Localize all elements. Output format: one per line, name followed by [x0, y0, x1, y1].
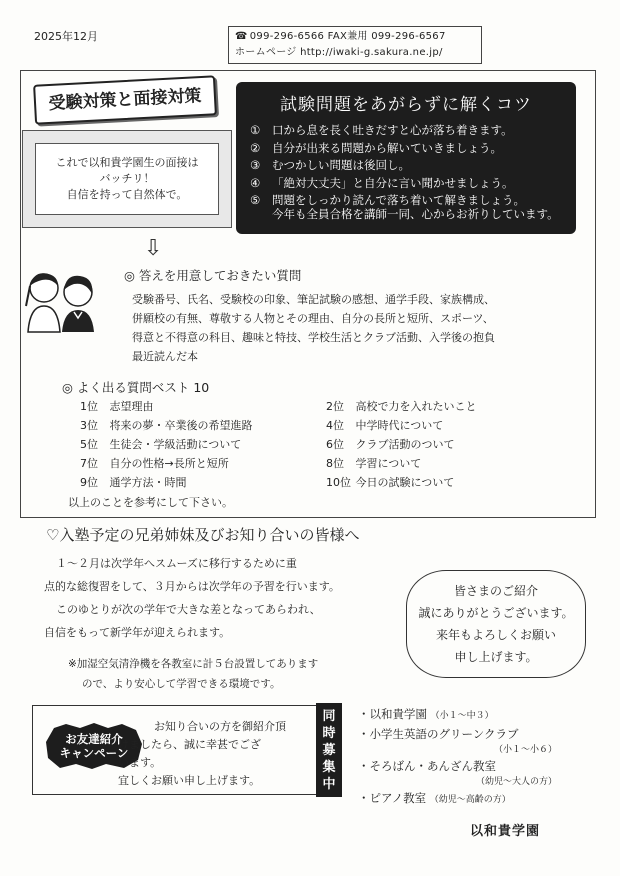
campaign-text — [118, 718, 314, 790]
thanks-bubble — [406, 570, 586, 678]
best10-item — [326, 398, 477, 414]
best10-rank: 8位 — [326, 457, 344, 470]
class-name: ・そろばん・あんざん教室 — [358, 759, 496, 773]
questions-line: 併願校の有無、尊敬する人物とその理由、自分の長所と短所、スポーツ、 — [132, 312, 494, 325]
siblings-line: １～２月は次学年へスムーズに移行するために重 — [56, 557, 297, 570]
questions-heading: ◎ 答えを用意しておきたい質問 — [124, 268, 302, 283]
best10-rank: 7位 — [80, 457, 98, 470]
interview-note-line: バッチリ！ — [99, 172, 155, 185]
interview-note-line: 自信を持って自然体で。 — [66, 188, 188, 201]
best10-rank: 10位 — [326, 476, 351, 489]
campaign-line: けましたら、誠に幸甚でござ — [118, 738, 261, 751]
siblings-line: 自信をもって新学年が迎えられます。 — [44, 626, 231, 639]
siblings-body — [44, 552, 384, 644]
tip-number: ② — [250, 140, 261, 155]
questions-line: 受験番号、氏名、受験校の印象、筆記試験の感想、通学手段、家族構成、 — [132, 293, 495, 306]
students-illustration-icon — [22, 266, 104, 334]
tip-text: 口から息を長く吐きだすと心が落ち着きます。 — [272, 123, 513, 137]
tip-item — [250, 122, 525, 140]
best10-text: クラブ活動のついて — [355, 438, 455, 451]
campaign-line: います。 — [118, 756, 162, 769]
down-arrow-icon: ⇩ — [144, 236, 163, 261]
tip-item — [250, 175, 525, 193]
tips-list — [250, 122, 525, 210]
best10-text: 今日の試験について — [355, 476, 455, 489]
best10-text: 志望理由 — [109, 400, 154, 413]
homepage-line: ホームページ http://iwaki-g.sakura.ne.jp/ — [235, 47, 443, 58]
best10-rank: 4位 — [326, 419, 344, 432]
best10-text: 中学時代について — [355, 419, 444, 432]
contact-box — [228, 26, 482, 64]
recruiting-char: 中 — [322, 776, 336, 792]
thanks-line: 申し上げます。 — [454, 650, 538, 664]
phone-text: 099-296-6566 FAX兼用 099-296-6567 — [249, 31, 446, 42]
recruiting-char: 集 — [322, 759, 336, 775]
purifier-note-line: ※加湿空気清浄機を各教室に計５台設置してあります — [68, 658, 319, 670]
tip-text: 「絶対大丈夫」と自分に言い聞かせましょう。 — [272, 175, 514, 190]
badge-line: お友達紹介 — [65, 732, 123, 746]
tips-closing: 今年も全員合格を講師一同、心からお祈りしています。 — [272, 207, 559, 221]
best10-text: 生徒会・学級活動について — [109, 438, 242, 451]
siblings-line: 点的な総復習をして、３月からは次学年の予習を行います。 — [44, 580, 340, 593]
interview-frame — [22, 130, 232, 228]
campaign-line: 宜しくお願い申し上げます。 — [118, 774, 261, 787]
thanks-line: 来年もよろしくお願い — [435, 628, 556, 642]
best10-rank: 6位 — [326, 438, 344, 451]
class-detail-row — [476, 773, 557, 787]
best10-item — [326, 474, 454, 490]
best10-item — [326, 455, 421, 471]
campaign-line: お知り合いの方を御紹介頂 — [154, 720, 286, 733]
best10-item — [326, 436, 455, 452]
best10-item — [80, 455, 229, 471]
recruiting-char: 募 — [322, 742, 336, 758]
class-name: ・小学生英語のグリーンクラブ — [358, 727, 519, 741]
tips-box — [236, 82, 576, 234]
purifier-note — [68, 654, 378, 694]
best10-text: 通学方法・時間 — [109, 476, 187, 489]
tip-text: 問題をしっかり読んで落ち着いて解きましょう。 — [272, 193, 525, 207]
best10-rank: 5位 — [80, 438, 98, 451]
recruiting-char: 時 — [322, 725, 336, 741]
recruiting-char: 同 — [322, 708, 336, 724]
tips-title: 試験問題をあがらずに解くコツ — [280, 95, 532, 115]
school-signature: 以和貴学園 — [470, 824, 541, 839]
thanks-line: 誠にありがとうございます。 — [418, 606, 574, 620]
issue-date: 2025年12月 — [34, 30, 98, 43]
questions-line: 最近読んだ本 — [132, 350, 198, 363]
purifier-note-line: ので、より安心して学習できる環境です。 — [82, 678, 281, 690]
tip-number: ④ — [250, 175, 261, 190]
best10-heading: ◎ よく出る質問ベスト 10 — [62, 380, 210, 395]
best10-item — [80, 398, 154, 414]
class-detail: （小１～小６） — [494, 745, 558, 755]
tip-text: 自分が出来る問題から解いていきましょう。 — [272, 140, 502, 155]
tip-item — [250, 157, 525, 175]
class-name: ・ピアノ教室 — [358, 791, 427, 805]
tip-number: ⑤ — [250, 193, 261, 207]
best10-text: 学習について — [355, 457, 422, 470]
siblings-line: このゆとりが次の学年で大きな差となってあらわれ、 — [56, 603, 321, 616]
best10-item — [80, 474, 187, 490]
class-detail-row — [494, 741, 557, 755]
best10-item — [80, 417, 253, 433]
tip-number: ① — [250, 123, 261, 137]
phone-icon: ☎ — [235, 31, 248, 42]
class-item — [358, 706, 494, 722]
badge-line: キャンペーン — [59, 746, 129, 760]
class-detail: （幼児～高齢の方） — [429, 795, 511, 805]
best10-note: 以上のことを参考にして下さい。 — [68, 496, 233, 509]
interview-note-line: これで以和貴学園生の面接は — [55, 156, 199, 169]
class-name: ・以和貴学園 — [358, 707, 427, 721]
best10-rank: 2位 — [326, 400, 344, 413]
phone-line — [235, 29, 475, 45]
tip-item — [250, 140, 525, 158]
tip-text: むつかしい問題は後回し。 — [272, 158, 410, 172]
interview-note — [35, 143, 219, 215]
thanks-line: 皆さまのご紹介 — [453, 584, 538, 598]
best10-rank: 1位 — [80, 400, 98, 413]
best10-rank: 3位 — [80, 419, 98, 432]
recruiting-tag — [316, 703, 342, 797]
best10-text: 高校で力を入れたいこと — [355, 400, 477, 413]
questions-body — [132, 290, 580, 366]
best10-text: 自分の性格→長所と短所 — [109, 457, 229, 470]
best10-text: 将来の夢・卒業後の希望進路 — [109, 419, 253, 432]
class-item — [358, 790, 511, 806]
tip-number: ③ — [250, 158, 261, 172]
siblings-title: ♡入塾予定の兄弟姉妹及びお知り合いの皆様へ — [46, 526, 360, 544]
class-detail: （小１～中３） — [430, 711, 494, 721]
best10-item — [80, 436, 241, 452]
class-item — [358, 758, 496, 774]
best10-rank: 9位 — [80, 476, 98, 489]
questions-line: 得意と不得意の科目、趣味と特技、学校生活とクラブ活動、入学後の抱負 — [132, 331, 495, 344]
class-detail: （幼児～大人の方） — [476, 777, 558, 787]
class-item — [358, 726, 519, 742]
best10-item — [326, 417, 443, 433]
section-title: 受験対策と面接対策 — [33, 75, 217, 124]
